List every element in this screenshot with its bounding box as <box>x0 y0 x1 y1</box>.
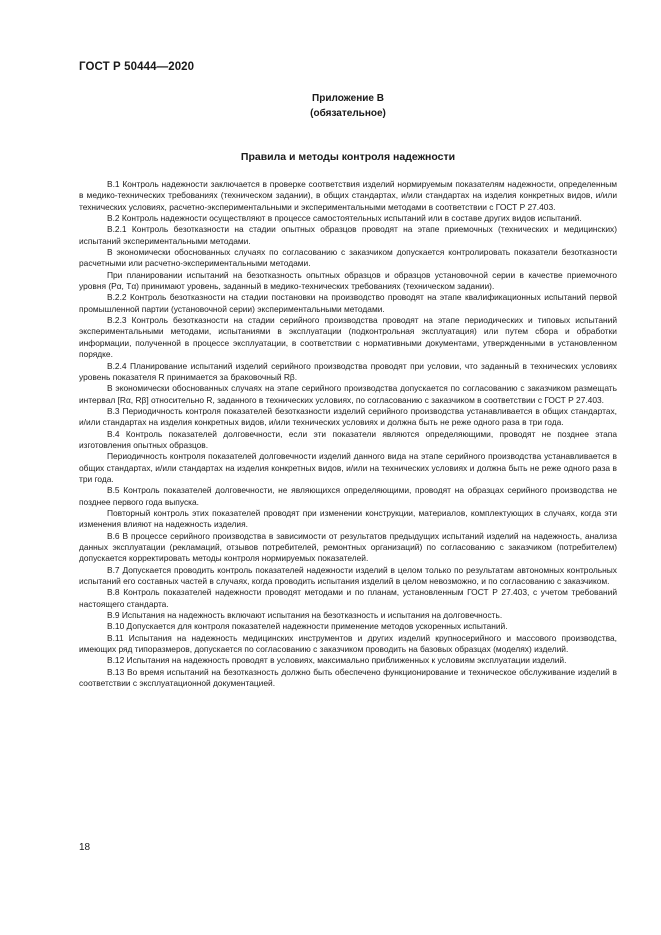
body-text <box>79 179 617 689</box>
page-number: 18 <box>79 842 91 853</box>
paragraph-b2-4: В.2.4 Планирование испытаний изделий серийного производства проводят при условии, что заданный в технических условиях уровень показателя R принимается за браковочный Rβ. <box>79 360 617 382</box>
paragraph-b2-2: В.2.2 Контроль безотказности на стадии постановки на производство проводят на этапе квалификационных испытаний первой промышленной партии (установочной серии) экспериментальными методами. <box>79 292 617 314</box>
paragraph-b1: В.1 Контроль надежности заключается в проверке соответствия изделий нормируемым показателям надежности, определенным в медико-технических требованиях (техническом задании), в общих стандартах, и/или стандартах на изделия конкретных видов, и/или технических условиях, расчетно-экспериментальными и экспериментальными методами в соответствии с ГОСТ Р 27.403. <box>79 179 617 212</box>
paragraph-b11: В.11 Испытания на надежность медицинских инструментов и других изделий крупносерийного и массового производства, имеющих ряд типоразмеров, допускается по согласованию с заказчиком проводить на базовых образцах (моделях) изделий. <box>79 632 617 655</box>
paragraph-b9: В.9 Испытания на надежность включают испытания на безотказность и испытания на долговечность. <box>107 610 503 621</box>
annex-heading <box>79 91 617 121</box>
section-title: Правила и методы контроля надежности <box>240 151 456 163</box>
paragraph: Повторный контроль этих показателей проводят при изменении конструкции, материалов, комплектующих в случаях, когда эти изменения влияют на надежность изделия. <box>79 507 617 530</box>
paragraph-b4: В.4 Контроль показателей долговечности, если эти показатели являются определяющими, проводят не позднее этапа изготовления опытных образцов. <box>79 428 617 450</box>
paragraph: В экономически обоснованных случаях на этапе серийного производства допускается по согласованию с заказчиком размещать интервал [Rα, Rβ] относительно R, заданного в технических условиях, по согласованию с заказчиком в соответствии с ГОСТ Р 27.403. <box>79 383 617 405</box>
paragraph-b5: В.5 Контроль показателей долговечности, не являющихся определяющими, проводят на образцах серийного производства не позднее первого года выпуска. <box>79 485 617 507</box>
annex-status: (обязательное) <box>310 108 386 119</box>
paragraph: При планировании испытаний на безотказность опытных образцов и образцов установочной серии в качестве приемочного уровня (Рα, Тα) принимают уровень, заданный в медико-технических требованиях (техническом задании). <box>79 269 617 292</box>
paragraph-b10: В.10 Допускается для контроля показателей надежности применение методов ускоренных испытаний. <box>107 621 508 632</box>
annex-title: Приложение В <box>312 93 384 104</box>
paragraph-b2-1: В.2.1 Контроль безотказности на стадии опытных образцов проводят на этапе приемочных (технических и медицинских) испытаний экспериментальными методами. <box>79 224 617 246</box>
standard-code: ГОСТ Р 50444—2020 <box>79 61 195 73</box>
paragraph-b8: В.8 Контроль показателей надежности проводят методами и по планам, установленным ГОСТ Р 27.403, с учетом требований настоящего стандарта. <box>79 587 617 609</box>
paragraph-b2-3: В.2.3 Контроль безотказности на стадии серийного производства проводят на этапе периодических и типовых испытаний экспериментальными методами, испытаниями в эксплуатации (подконтрольная эксплуатация) или путем сбора и обработки информации, полученной в процессе эксплуатации, в соответствии с нормативными документами, утвержденными в установленном порядке. <box>79 315 617 360</box>
paragraph-b12: В.12 Испытания на надежность проводят в условиях, максимально приближенных к условиям эксплуатации изделий. <box>107 655 567 666</box>
paragraph-b2: В.2 Контроль надежности осуществляют в процессе самостоятельных испытаний или в составе других видов испытаний. <box>107 213 582 224</box>
paragraph-b13: В.13 Во время испытаний на безотказность должно быть обеспечено функционирование и техническое обслуживание изделий в соответствии с эксплуатационной документацией. <box>79 666 617 689</box>
paragraph: В экономически обоснованных случаях по согласованию с заказчиком допускается контролировать показатели безотказности расчетными или расчетно-экспериментальными методами. <box>79 247 617 269</box>
paragraph-b6: В.6 В процессе серийного производства в зависимости от результатов предыдущих испытаний изделий на надежность, анализа данных эксплуатации (рекламаций, отзывов потребителей, ремонтных организаций) по согласованию с заказчиком (потребителем) допускается корректировать методы контроля нормируемых показателей. <box>79 530 617 564</box>
paragraph: Периодичность контроля показателей долговечности изделий данного вида на этапе серийного производства устанавливается в общих стандартах, и/или стандартах на изделия конкретных видов, и/или на технических условиях и должна быть не реже одного раза в три года. <box>79 451 617 484</box>
paragraph-b7: В.7 Допускается проводить контроль показателей надежности изделий в целом только по результатам автономных контрольных испытаний его составных частей в случаях, когда проводить испытания изделий в целом невозможно, и по согласованию с заказчиком. <box>79 564 617 587</box>
paragraph-b3: В.3 Периодичность контроля показателей безотказности изделий серийного производства устанавливается в общих стандартах, и/или стандартах на изделия конкретных видов, и/или технических условиях и должна быть не реже одного раза в три года. <box>79 405 617 428</box>
